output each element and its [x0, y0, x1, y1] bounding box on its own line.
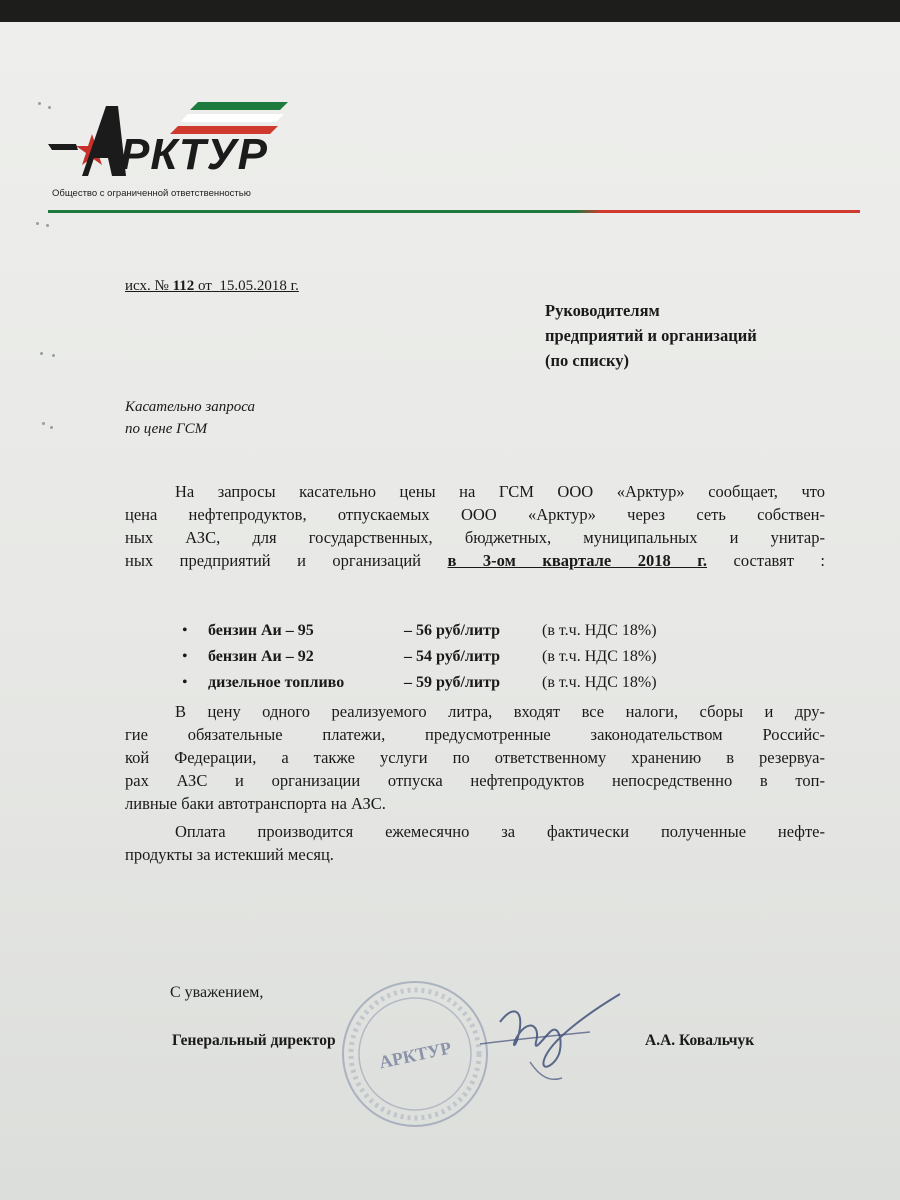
paragraph-line: рах АЗС и организации отпуска нефтепродуктов непосредственно в топ- [125, 771, 825, 790]
product-name: дизельное топливо [208, 674, 345, 691]
paragraph-line: ных АЗС, для государственных, бюджетных, муниципальных и унитар- [125, 528, 825, 547]
signature [470, 982, 640, 1092]
legal-form: Общество с ограниченной ответственностью [52, 188, 251, 199]
header-divider [48, 210, 860, 213]
product-price: – 54 руб/литр [404, 648, 501, 665]
product-price: – 59 руб/литр [404, 674, 501, 691]
vat-note: (в т.ч. НДС 18%) [542, 648, 657, 665]
letter-sheet [0, 22, 900, 1200]
stamp-text: АРКТУР [377, 1037, 454, 1073]
outgoing-date-prefix: от [198, 278, 212, 294]
logo-wordmark: РКТУР [120, 130, 268, 179]
bullet-icon: • [182, 648, 188, 665]
paragraph-line: На запросы касательно цены на ГСМ ООО «Арктур» сообщает, что [175, 482, 825, 501]
paragraph-line [125, 549, 825, 572]
paragraph-line: В цену одного реализуемого литра, входят все налоги, сборы и дру- [175, 702, 825, 721]
product-name: бензин Аи – 95 [208, 622, 314, 639]
subject-line: Касательно запроса [125, 399, 256, 415]
paragraph-line: продукты за истекший месяц. [125, 845, 334, 864]
addressee-line: (по списку) [545, 351, 630, 370]
company-logo [48, 100, 348, 210]
subject-line: по цене ГСМ [125, 421, 208, 437]
paragraph-line: гие обязательные платежи, предусмотренные законодательством Российс- [125, 725, 825, 744]
signer-name: А.А. Ковальчук [645, 1032, 755, 1049]
vat-note: (в т.ч. НДС 18%) [542, 622, 657, 639]
subject-block [125, 396, 255, 440]
vat-note: (в т.ч. НДС 18%) [542, 674, 657, 691]
outgoing-date: 15.05.2018 г. [219, 278, 299, 294]
product-price: – 56 руб/литр [404, 622, 501, 639]
quarter-period: в 3-ом квартале 2018 г. [447, 551, 708, 570]
bullet-icon: • [182, 674, 188, 691]
closing-salutation: С уважением, [170, 984, 264, 1001]
paragraph-text: составят : [733, 551, 826, 570]
addressee-block [545, 298, 757, 373]
addressee-line: Руководителям [545, 301, 660, 320]
product-name: бензин Аи – 92 [208, 648, 314, 665]
outgoing-reference [125, 278, 299, 295]
paragraph-pricing-terms [125, 700, 825, 815]
paragraph-line: кой Федерации, а также услуги по ответственному хранению в резервуа- [125, 748, 825, 767]
paragraph-payment [125, 820, 825, 866]
bullet-icon: • [182, 622, 188, 639]
addressee-line: предприятий и организаций [545, 326, 757, 345]
paragraph-intro [125, 480, 825, 572]
paragraph-line: Оплата производится ежемесячно за фактически полученные нефте- [175, 822, 825, 841]
paragraph-line: ливные баки автотранспорта на АЗС. [125, 794, 386, 813]
paragraph-line: цена нефтепродуктов, отпускаемых ООО «Арктур» через сеть собствен- [125, 505, 825, 524]
signer-position: Генеральный директор [172, 1032, 336, 1049]
paragraph-text: ных предприятий и организаций [125, 551, 422, 570]
outgoing-prefix: исх. № [125, 278, 169, 294]
outgoing-number: 112 [172, 278, 195, 294]
